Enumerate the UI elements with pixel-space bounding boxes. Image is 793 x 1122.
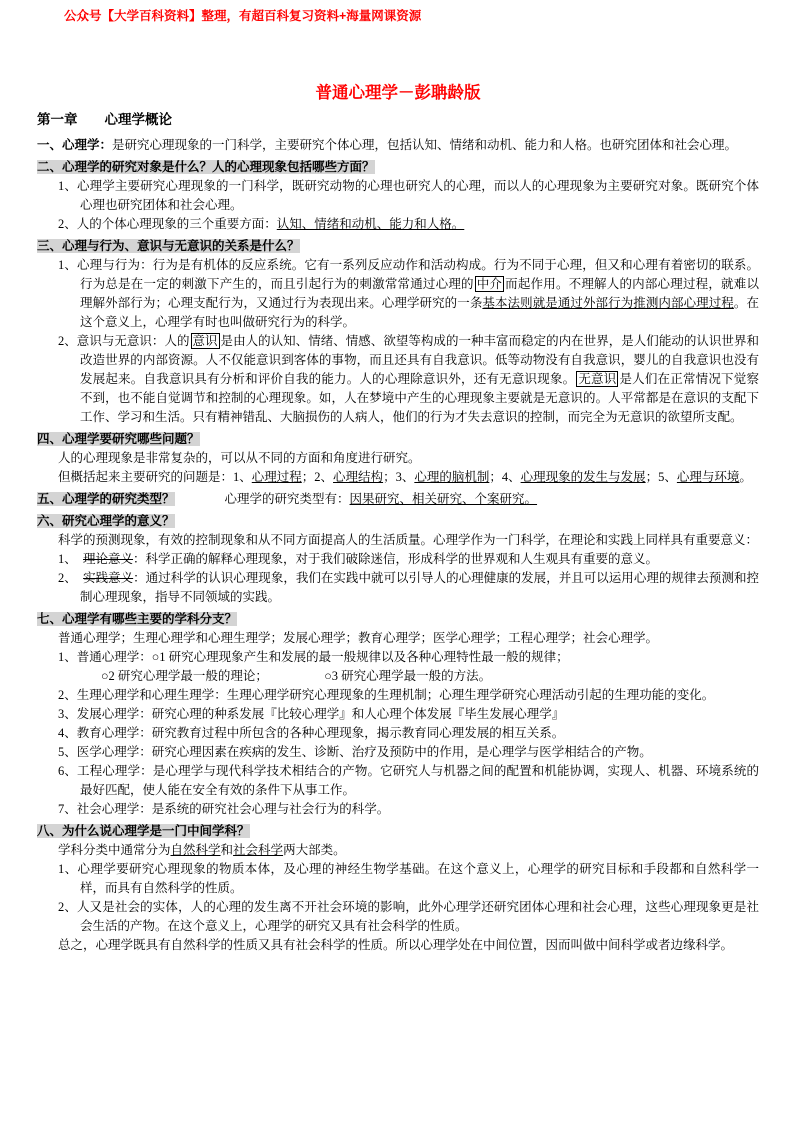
text-run: 三、心理与行为、意识与无意识的关系是什么？ bbox=[37, 239, 300, 253]
text-run: 心理过程 bbox=[251, 470, 302, 484]
question-heading bbox=[37, 822, 759, 841]
numbered-item bbox=[58, 705, 759, 724]
text-run: 。 bbox=[739, 470, 752, 484]
text-run: 无意识 bbox=[578, 372, 617, 386]
numbered-item bbox=[58, 686, 759, 705]
text-run: 1、心理学主要研究心理现象的一门科学，既研究动物的心理也研究人的心理，而以人的心理现象为主要研究对象。既研究个体心理也研究团体和社会心理。 bbox=[58, 179, 759, 212]
numbered-item bbox=[58, 177, 759, 215]
numbered-item bbox=[58, 724, 759, 743]
text-run: 因果研究、相关研究、个案研究。 bbox=[349, 492, 538, 506]
text-run: 普通心理学；生理心理学和心理生理学；发展心理学；教育心理学；医学心理学；工程心理学；社会心理学。 bbox=[58, 631, 659, 645]
numbered-item bbox=[58, 550, 759, 569]
paragraph bbox=[58, 629, 759, 648]
numbered-item bbox=[58, 332, 759, 427]
text-run: 2、人的个体心理现象的三个重要方面： bbox=[58, 217, 277, 231]
text-run: 心理结构 bbox=[333, 470, 384, 484]
question-heading bbox=[37, 136, 759, 155]
text-run: 学科分类中通常分为 bbox=[58, 843, 171, 857]
text-run: 6、工程心理学：是心理学与现代科学技术相结合的产物。它研究人与机器之间的配置和机能协调，实现人、机器、环境系统的最好匹配，使人能在安全有效的条件下从事工作。 bbox=[58, 764, 759, 797]
question-heading bbox=[37, 237, 759, 256]
numbered-item bbox=[58, 860, 759, 898]
text-run: 1、心理学要研究心理现象的物质本体，及心理的神经生物学基础。在这个意义上，心理学的研究目标和手段都和自然科学一样，而具有自然科学的性质。 bbox=[58, 862, 759, 895]
text-run: ○2 研究心理学最一般的理论； bbox=[101, 669, 262, 683]
list-item-continuation bbox=[101, 667, 759, 686]
text-run: 两大部类。 bbox=[283, 843, 346, 857]
text-run: ；4、 bbox=[489, 470, 521, 484]
numbered-item bbox=[58, 800, 759, 819]
text-run: 3、发展心理学：研究心理的种系发展『比较心理学』和人心理个体发展『毕生发展心理学』 bbox=[58, 707, 565, 721]
text-run: 四、心理学要研究哪些问题？ bbox=[37, 432, 200, 446]
text-run: ○3 研究心理学最一般的方法。 bbox=[324, 669, 492, 683]
paragraph bbox=[58, 936, 759, 955]
text-run: 八、为什么说心理学是一门中间学科？ bbox=[37, 824, 250, 838]
text-run: 2、生理心理学和心理生理学：生理心理学研究心理现象的生理机制；心理生理学研究心理活动引起的生理功能的变化。 bbox=[58, 688, 715, 702]
text-run: 五、心理学的研究类型？ bbox=[37, 492, 175, 506]
text-run: 1、心理与行为：行为是有机体的反应系统。它有一系列反应动作和活动构成。行为不同于心理，但又和心理有着密切的联系。行为总是在一定的刺激下产生的，而且引起行为的刺激常常通过心理的 bbox=[58, 258, 759, 291]
text-run: 理论意义 bbox=[83, 552, 134, 566]
text-run: 科学的预测现象，有效的控制现象和从不同方面提高人的生活质量。心理学作为一门科学，在理论和实践上同样具有重要意义： bbox=[58, 533, 759, 547]
question-heading bbox=[37, 490, 759, 509]
text-run: 而起作用。不理解人的内部心理过程，就难以理解外部行为；心理支配行为，又通过行为表现出来。心理学研究的一条 bbox=[80, 277, 759, 310]
paragraph bbox=[58, 468, 759, 487]
text-run: 。在这个意义上，心理学有时也叫做研究行为的科学。 bbox=[80, 296, 759, 329]
text-run: 心理学的研究类型有： bbox=[174, 492, 350, 506]
text-run: 认知、情绪和动机、能力和人格。 bbox=[276, 217, 465, 231]
text-run: 自然科学 bbox=[170, 843, 221, 857]
text-run: 1、 bbox=[58, 552, 84, 566]
question-heading bbox=[37, 158, 759, 177]
question-heading bbox=[37, 512, 759, 531]
text-run: 人的心理现象是非常复杂的，可以从不同的方面和角度进行研究。 bbox=[58, 451, 421, 465]
text-run: 六、研究心理学的意义？ bbox=[37, 514, 175, 528]
text-run: ；5、 bbox=[645, 470, 677, 484]
text-run: ：通过科学的认识心理现象，我们在实践中就可以引导人的心理健康的发展，并且可以运用心理的规律去预测和控制心理现象，指导不同领域的实践。 bbox=[80, 571, 759, 604]
document-title: 普通心理学－彭聃龄版 bbox=[315, 83, 481, 102]
question-heading bbox=[37, 430, 759, 449]
text-run: 2、意识与无意识：人的 bbox=[58, 334, 190, 348]
text-run: 实践意义 bbox=[83, 571, 134, 585]
document-body bbox=[37, 136, 759, 955]
text-run: 意识 bbox=[192, 334, 218, 348]
numbered-item bbox=[58, 762, 759, 800]
question-heading bbox=[37, 610, 759, 629]
text-run: 和 bbox=[220, 843, 234, 857]
numbered-item bbox=[58, 569, 759, 607]
text-run: 二、心理学的研究对象是什么？人的心理现象包括哪些方面？ bbox=[37, 160, 375, 174]
text-run: 一、心理学： bbox=[37, 138, 113, 152]
text-run: 2、 bbox=[58, 571, 84, 585]
text-run: 心理的脑机制 bbox=[414, 470, 490, 484]
text-run: 7、社会心理学：是系统的研究社会心理与社会行为的科学。 bbox=[58, 802, 390, 816]
text-run: 中介 bbox=[476, 277, 503, 291]
text-run: 4、教育心理学：研究教育过程中所包含的各种心理现象，揭示教育同心理发展的相互关系。 bbox=[58, 726, 565, 740]
text-run: 是研究心理现象的一门科学，主要研究个体心理，包括认知、情绪和动机、能力和人格。也研究团体和社会心理。 bbox=[112, 138, 738, 152]
paragraph bbox=[58, 841, 759, 860]
text-run: ；3、 bbox=[383, 470, 415, 484]
text-run: 七、心理学有哪些主要的学科分支？ bbox=[37, 612, 238, 626]
text-run: 社会科学 bbox=[233, 843, 284, 857]
text-run: ；2、 bbox=[301, 470, 334, 484]
text-run: 2、人又是社会的实体，人的心理的发生离不开社会环境的影响，此外心理学还研究团体心理和社会心理，这些心理现象更是社会生活的产物。在这个意义上，心理学的研究又具有社会科学的性质。 bbox=[58, 900, 759, 933]
text-run: 心理与环境 bbox=[676, 470, 740, 484]
header-notice: 公众号【大学百科资料】整理，有超百科复习资料+海量网课资源 bbox=[64, 9, 422, 23]
text-run: 1、普通心理学：○1 研究心理现象产生和发展的最一般规律以及各种心理特性最一般的规律； bbox=[58, 650, 569, 664]
text-run: 是由人的认知、情绪、情感、欲望等构成的一种丰富而稳定的内在世界，是人们能动的认识世界和改造世界的内部资源。人不仅能意识到客体的事物，而且还具有自我意识。低等动物没有自我意识，婴儿的自我意识也没有发展起来。自我意识具有分析和评价自我的能力。人的心理除意识外，还有无意识现象。 bbox=[80, 334, 759, 386]
paragraph bbox=[58, 531, 759, 550]
numbered-item bbox=[58, 215, 759, 234]
numbered-item bbox=[58, 898, 759, 936]
text-run: 基本法则就是通过外部行为推测内部心理过程 bbox=[482, 296, 734, 310]
text-run: 总之，心理学既具有自然科学的性质又具有社会科学的性质。所以心理学处在中间位置，因而叫做中间科学或者边缘科学。 bbox=[58, 938, 734, 952]
numbered-item bbox=[58, 256, 759, 332]
text-run: 但概括起来主要研究的问题是：1、 bbox=[58, 470, 252, 484]
text-run: 心理现象的发生与发展 bbox=[520, 470, 646, 484]
text-run bbox=[262, 669, 325, 683]
text-run: 5、医学心理学：研究心理因素在疾病的发生、诊断、治疗及预防中的作用，是心理学与医学相结合的产物。 bbox=[58, 745, 652, 759]
numbered-item bbox=[58, 648, 759, 667]
chapter-heading: 第一章 心理学概论 bbox=[37, 112, 172, 127]
text-run: ：科学正确的解释心理现象，对于我们破除迷信，形成科学的世界观和人生观具有重要的意义。 bbox=[133, 552, 659, 566]
numbered-item bbox=[58, 743, 759, 762]
paragraph bbox=[58, 449, 759, 468]
text-run: 是人们在正常情况下觉察不到，也不能自觉调节和控制的心理现象。如，人在梦境中产生的心理现象主要就是无意识的。人平常都是在意识的支配下工作、学习和生活。只有精神错乱、大脑损伤的人病人，他们的行为才失去意识的控制，而完全为无意识的欲望所支配。 bbox=[80, 372, 759, 424]
